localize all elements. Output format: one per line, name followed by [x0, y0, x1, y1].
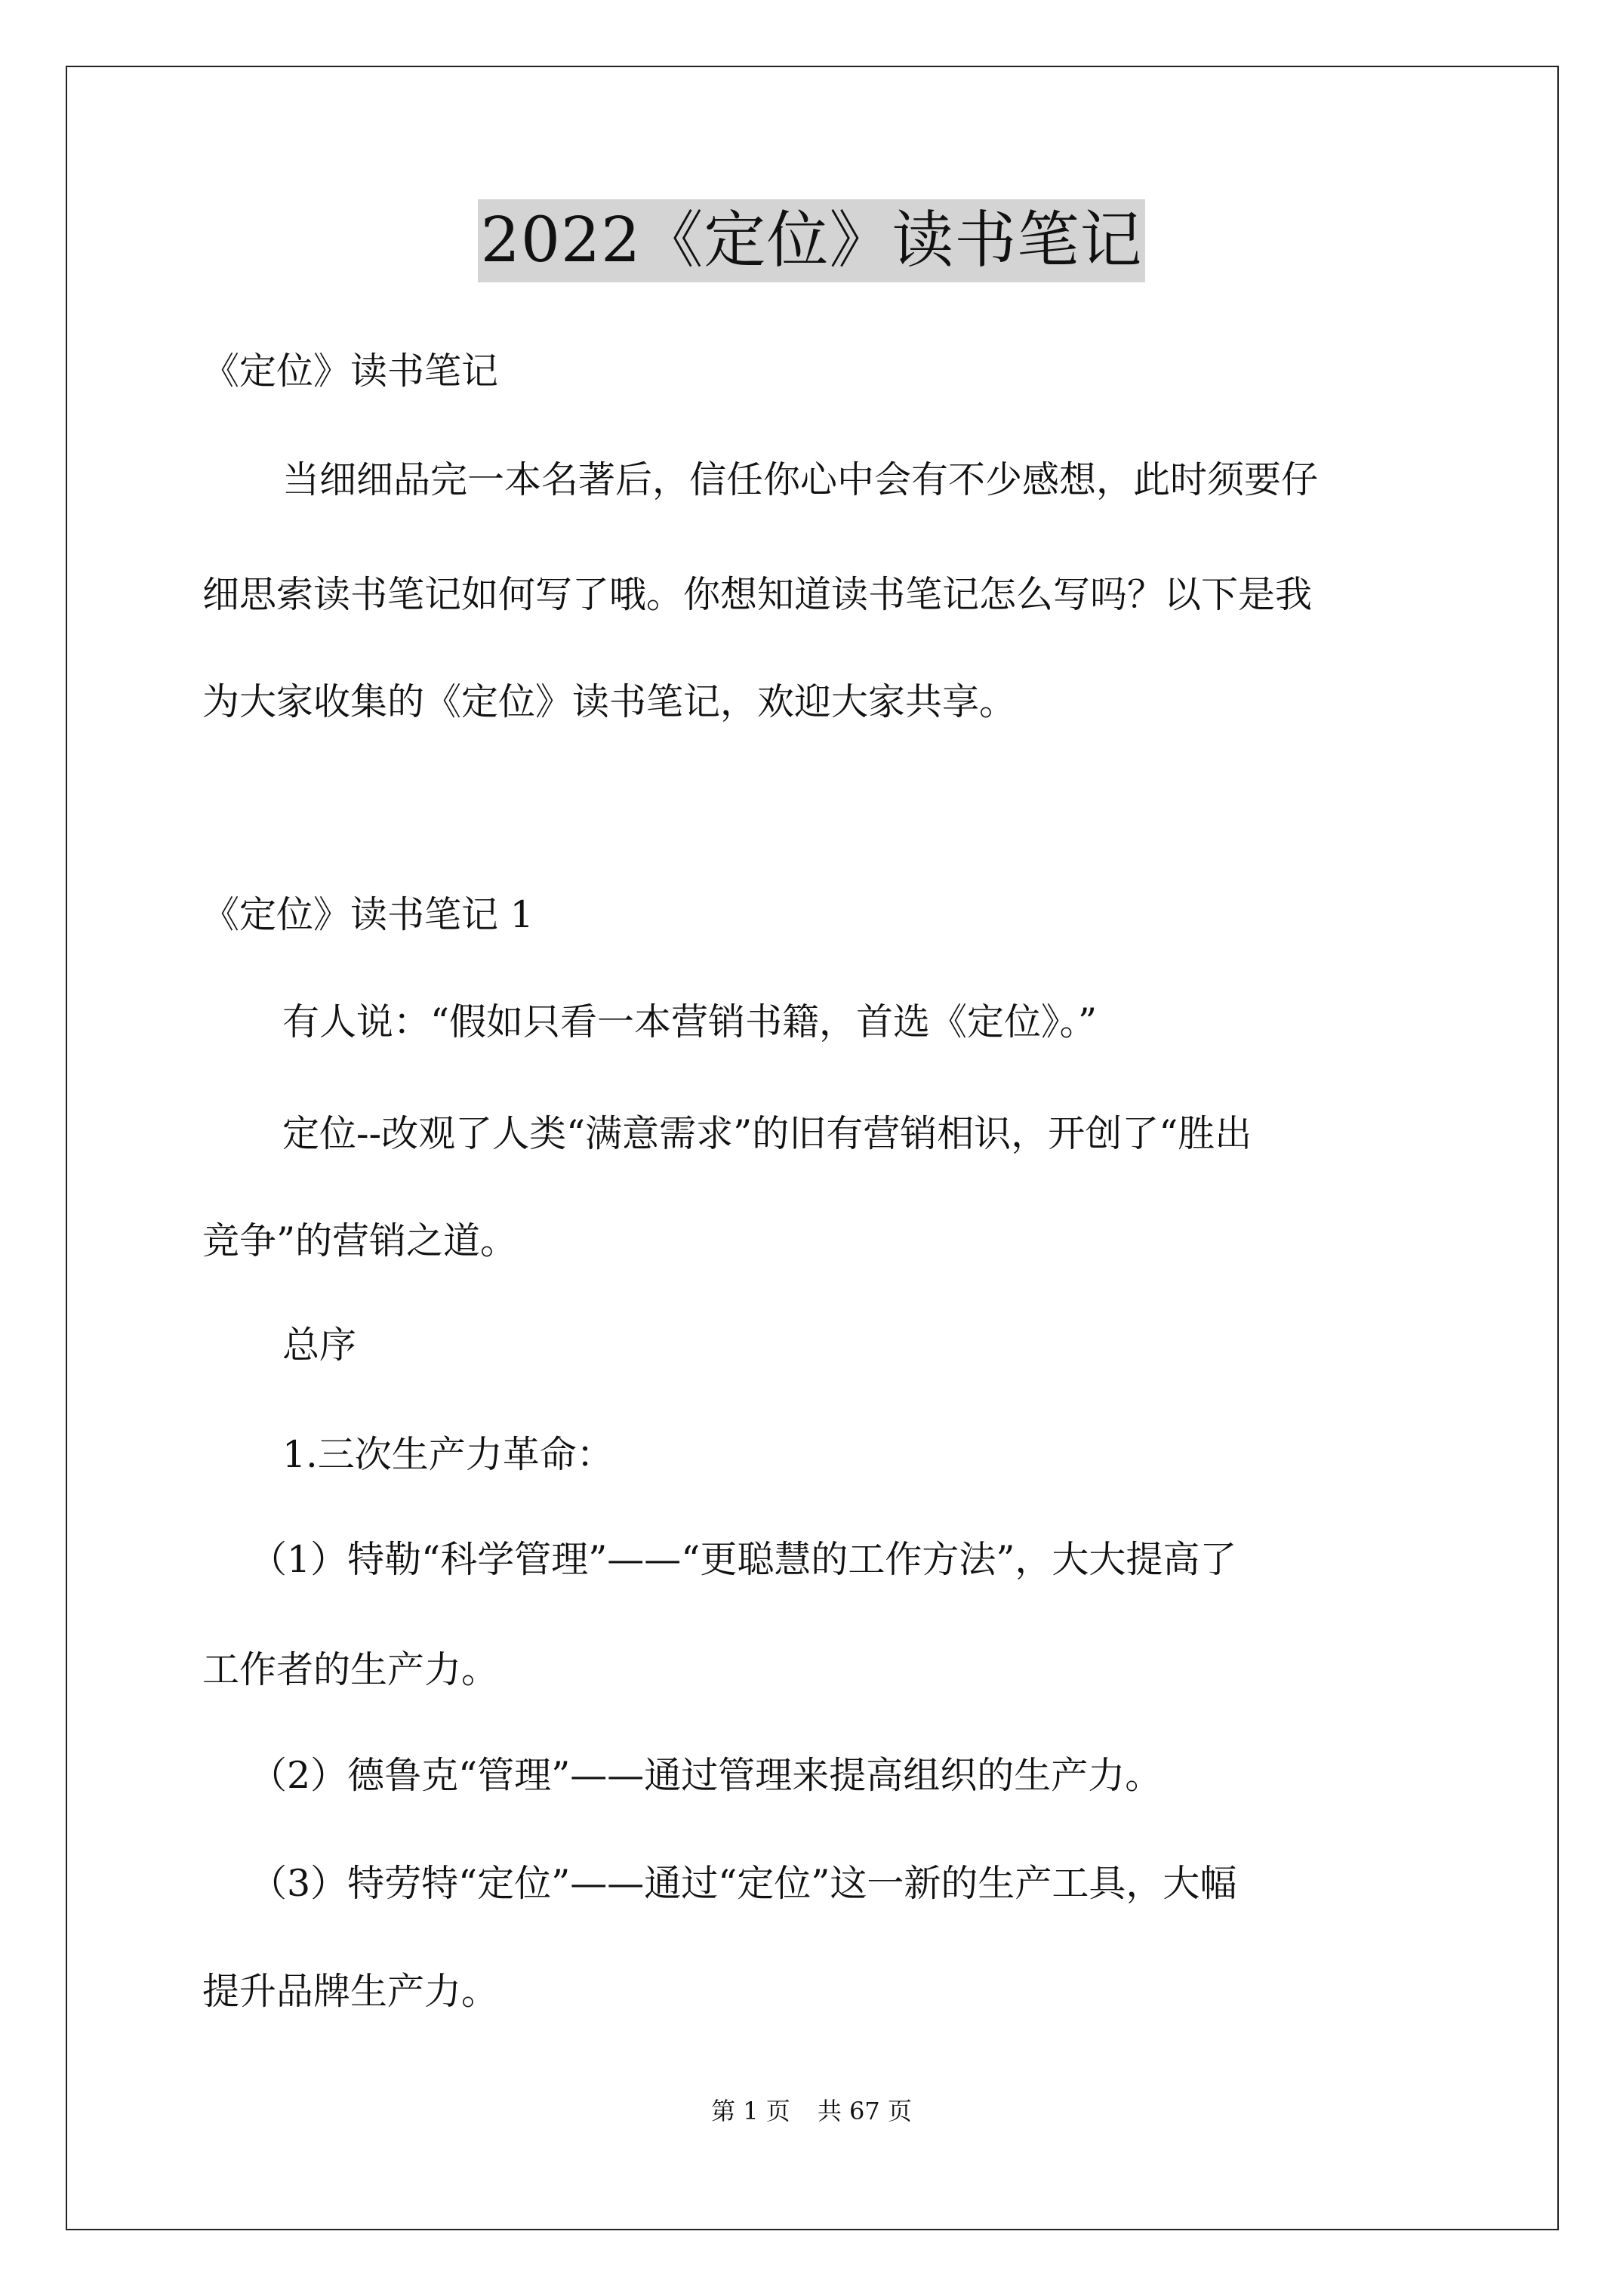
list-item-line: （3）特劳特“定位”——通过“定位”这一新的生产工具，大幅	[250, 1862, 1237, 1905]
subtitle-line: 《定位》读书笔记	[202, 350, 499, 393]
list-item-line: （2）德鲁克“管理”——通过管理来提高组织的生产力。	[250, 1754, 1163, 1797]
section-label: 总序	[282, 1324, 357, 1367]
paragraph-line: 细思索读书笔记如何写了哦。你想知道读书笔记怎么写吗？以下是我	[202, 573, 1313, 616]
document-title: 2022《定位》读书笔记	[478, 199, 1146, 282]
list-item-line: （1）特勒“科学管理”——“更聪慧的工作方法”，大大提高了	[250, 1538, 1237, 1581]
page-footer	[0, 2096, 1623, 2126]
list-item-line: 工作者的生产力。	[202, 1648, 499, 1691]
paragraph-line: 竞争”的营销之道。	[202, 1219, 518, 1262]
page-total: 共 67 页	[817, 2097, 912, 2125]
list-heading: 1.三次生产力革命：	[282, 1433, 614, 1476]
section-heading: 《定位》读书笔记 1	[202, 893, 534, 936]
paragraph-line: 定位--改观了人类“满意需求”的旧有营销相识，开创了“胜出	[282, 1112, 1252, 1155]
paragraph-line: 有人说：“假如只看一本营销书籍，首选《定位》。”	[282, 1000, 1098, 1043]
list-item-line: 提升品牌生产力。	[202, 1970, 499, 2013]
paragraph-line: 为大家收集的《定位》读书笔记，欢迎大家共享。	[202, 680, 1017, 723]
page-number: 第 1 页	[711, 2097, 790, 2125]
title-container	[0, 199, 1623, 282]
paragraph-line: 当细细品完一本名著后，信任你心中会有不少感想，此时须要仔	[282, 458, 1319, 501]
